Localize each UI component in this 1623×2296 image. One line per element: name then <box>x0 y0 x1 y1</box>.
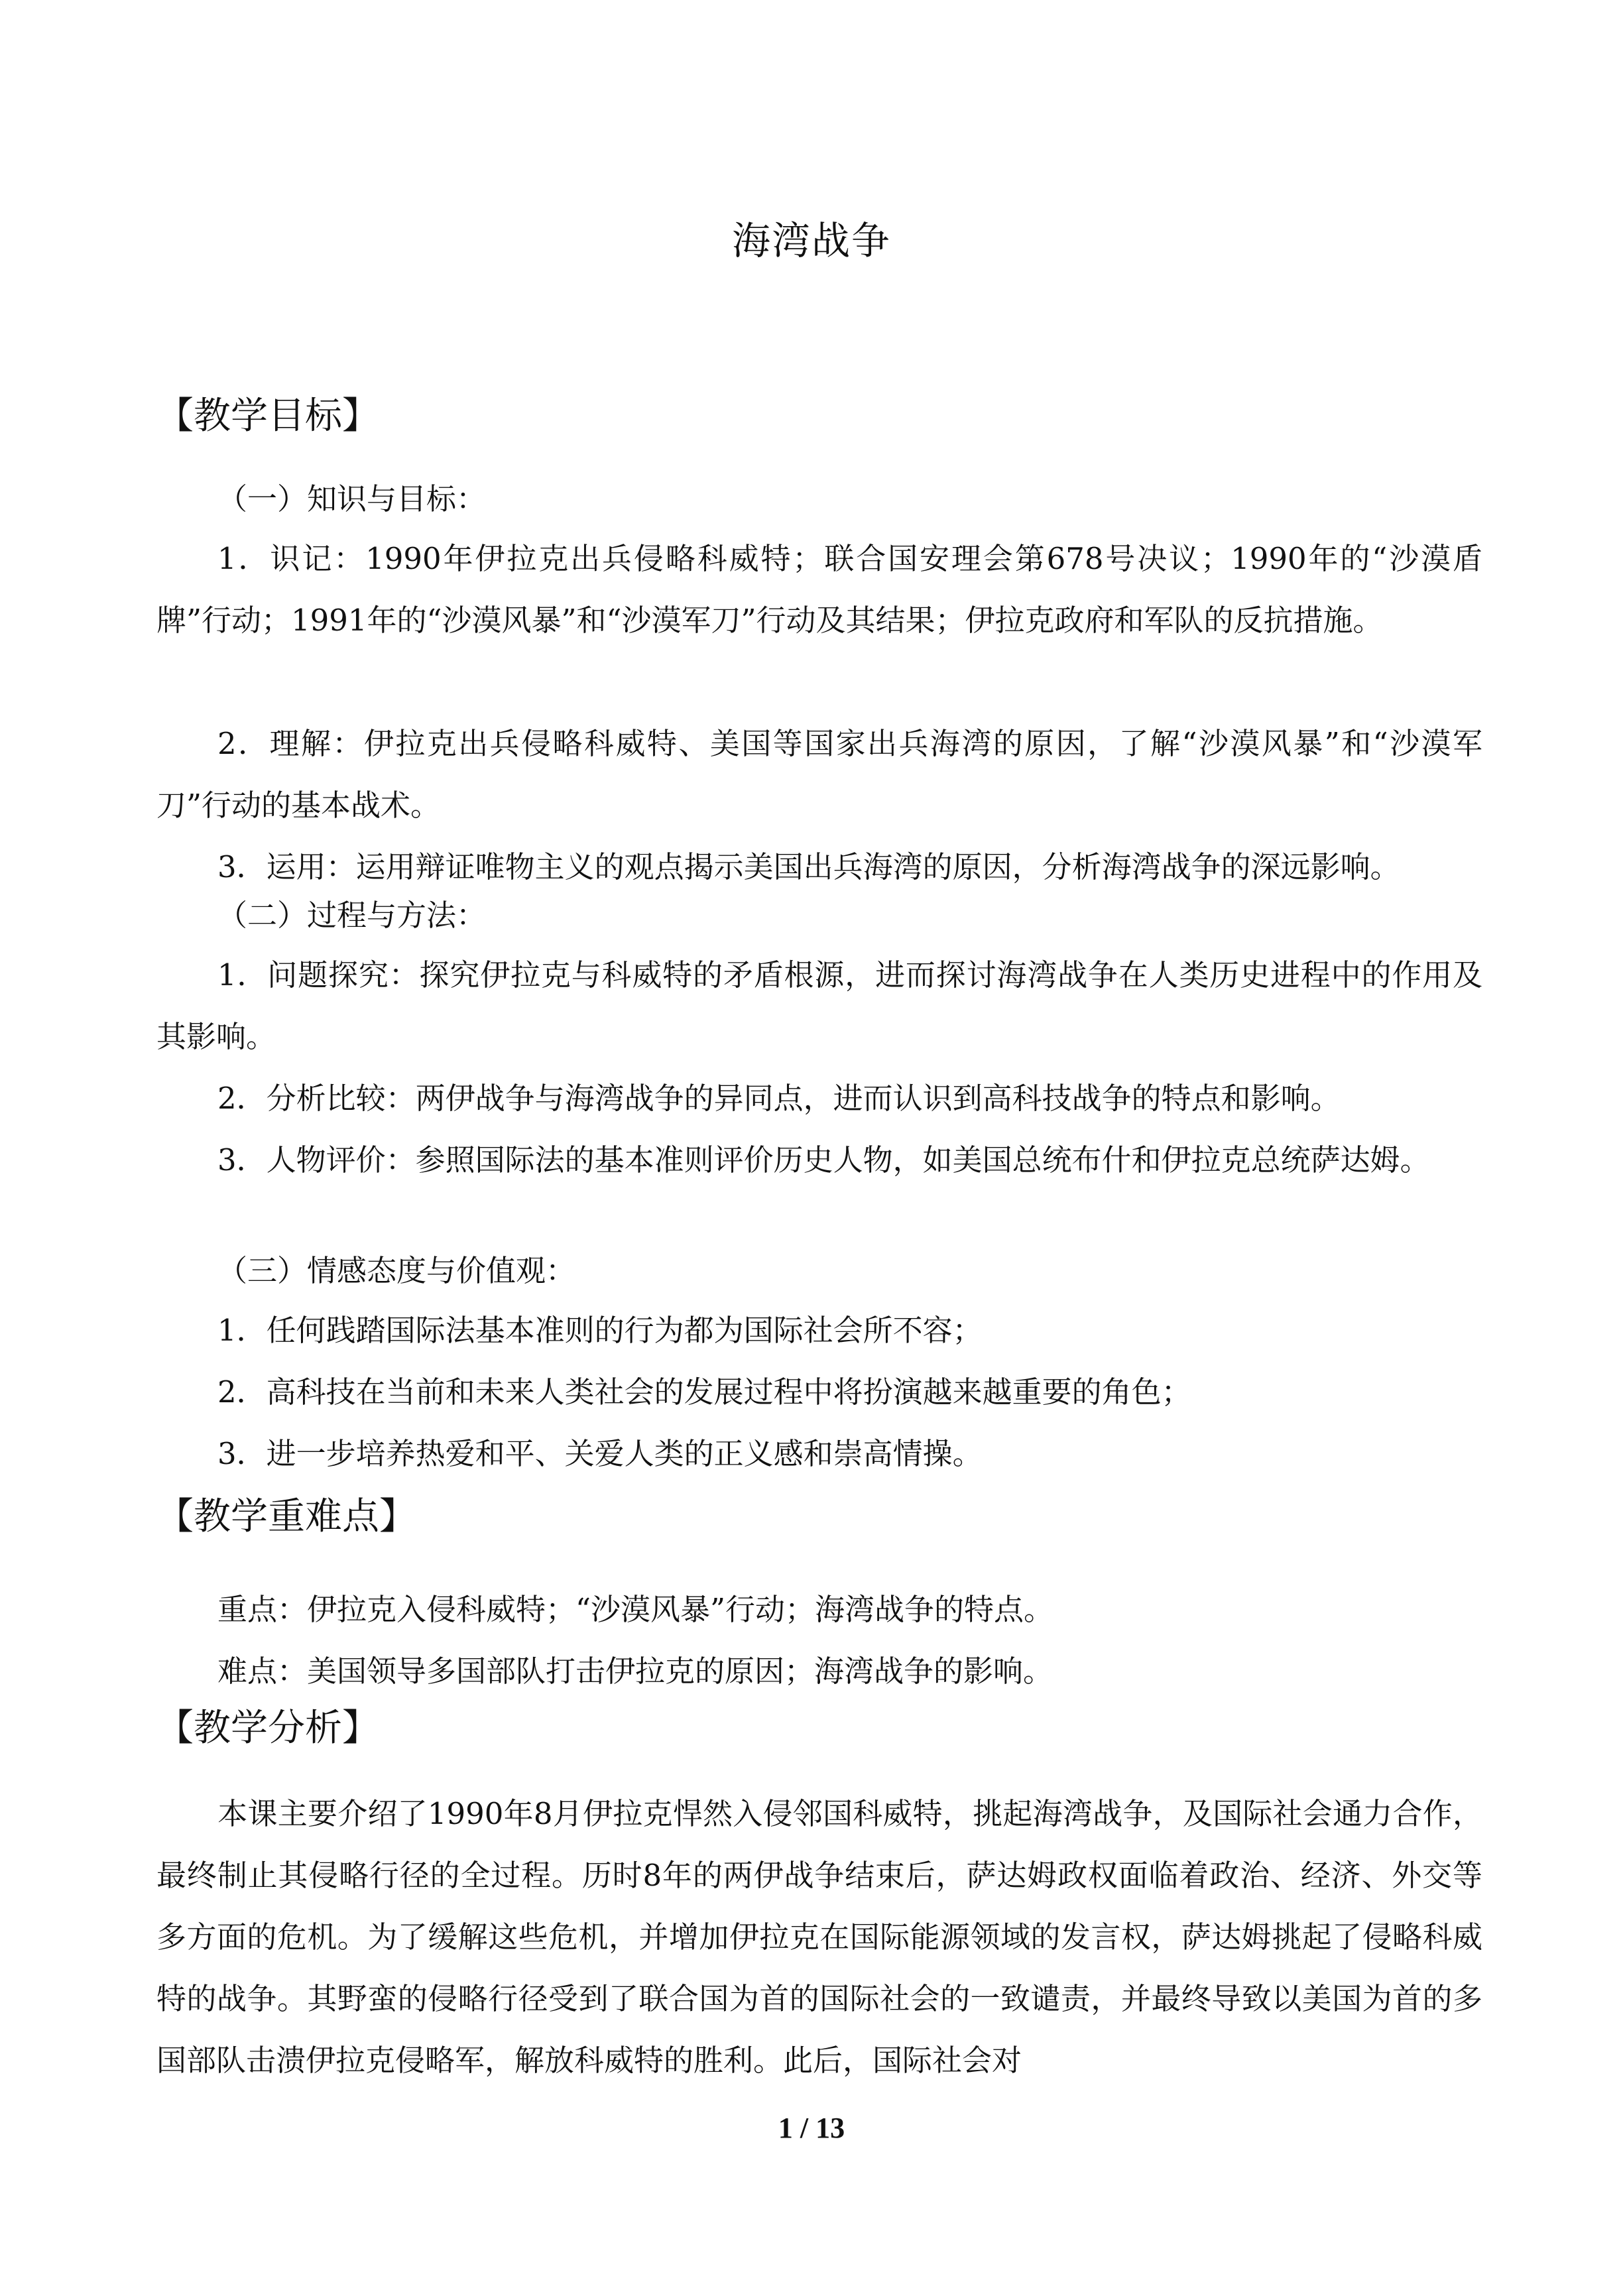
goal-item-1-text: 1．识记：1990年伊拉克出兵侵略科威特；联合国安理会第678号决议；1990年的“沙漠盾牌”行动；1991年的“沙漠风暴”和“沙漠军刀”行动及其结果；伊拉克政府和军队的反抗措施。 <box>156 541 1482 638</box>
heading-teaching-goals: 【教学目标】 <box>156 394 379 438</box>
subheading-values: （三）情感态度与价值观： <box>217 1253 576 1288</box>
process-item-3 <box>156 1129 1482 1191</box>
heading-teaching-analysis: 【教学分析】 <box>156 1707 379 1750</box>
difficult-point-text: 难点：美国领导多国部队打击伊拉克的原因；海湾战争的影响。 <box>217 1654 1053 1689</box>
process-item-3-text: 3．人物评价：参照国际法的基本准则评价历史人物，如美国总统布什和伊拉克总统萨达姆。 <box>217 1142 1430 1178</box>
analysis-paragraph <box>156 1783 1482 2091</box>
goal-item-2-text: 2．理解：伊拉克出兵侵略科威特、美国等国家出兵海湾的原因，了解“沙漠风暴”和“沙漠军刀”行动的基本战术。 <box>156 726 1482 823</box>
goal-item-3 <box>156 836 1482 898</box>
values-item-1 <box>156 1299 1482 1361</box>
process-item-1 <box>156 944 1482 1067</box>
page-title: 海湾战争 <box>731 218 891 263</box>
goal-item-2 <box>156 713 1482 836</box>
values-item-2 <box>156 1361 1482 1423</box>
subheading-process: （二）过程与方法： <box>217 898 487 933</box>
values-item-3-text: 3．进一步培养热爱和平、关爱人类的正义感和崇高情操。 <box>217 1436 983 1471</box>
page-number: 1 / 13 <box>778 2112 845 2144</box>
values-item-1-text: 1．任何践踏国际法基本准则的行为都为国际社会所不容； <box>217 1313 983 1348</box>
heading-key-difficult-points: 【教学重难点】 <box>156 1495 416 1538</box>
process-item-2 <box>156 1067 1482 1129</box>
process-item-1-text: 1．问题探究：探究伊拉克与科威特的矛盾根源，进而探讨海湾战争在人类历史进程中的作用及其影响。 <box>156 957 1482 1054</box>
values-item-3 <box>156 1423 1482 1484</box>
goal-item-1 <box>156 528 1482 651</box>
key-point <box>156 1579 1482 1640</box>
difficult-point <box>156 1640 1482 1702</box>
goal-item-3-text: 3．运用：运用辩证唯物主义的观点揭示美国出兵海湾的原因，分析海湾战争的深远影响。 <box>217 849 1400 884</box>
key-point-text: 重点：伊拉克入侵科威特；“沙漠风暴”行动；海湾战争的特点。 <box>217 1592 1054 1627</box>
process-item-2-text: 2．分析比较：两伊战争与海湾战争的异同点，进而认识到高科技战争的特点和影响。 <box>217 1081 1341 1116</box>
values-item-2-text: 2．高科技在当前和未来人类社会的发展过程中将扮演越来越重要的角色； <box>217 1374 1191 1410</box>
analysis-paragraph-text: 本课主要介绍了1990年8月伊拉克悍然入侵邻国科威特，挑起海湾战争，及国际社会通力合作，最终制止其侵略行径的全过程。历时8年的两伊战争结束后，萨达姆政权面临着政治、经济、外交等多方面的危机。为了缓解这些危机，并增加伊拉克在国际能源领域的发言权，萨达姆挑起了侵略科威特的战争。其野蛮的侵略行径受到了联合国为首的国际社会的一致谴责，并最终导致以美国为首的多国部队击溃伊拉克侵略军，解放科威特的胜利。此后，国际社会对 <box>156 1796 1482 2078</box>
subheading-knowledge: （一）知识与目标： <box>217 481 487 516</box>
